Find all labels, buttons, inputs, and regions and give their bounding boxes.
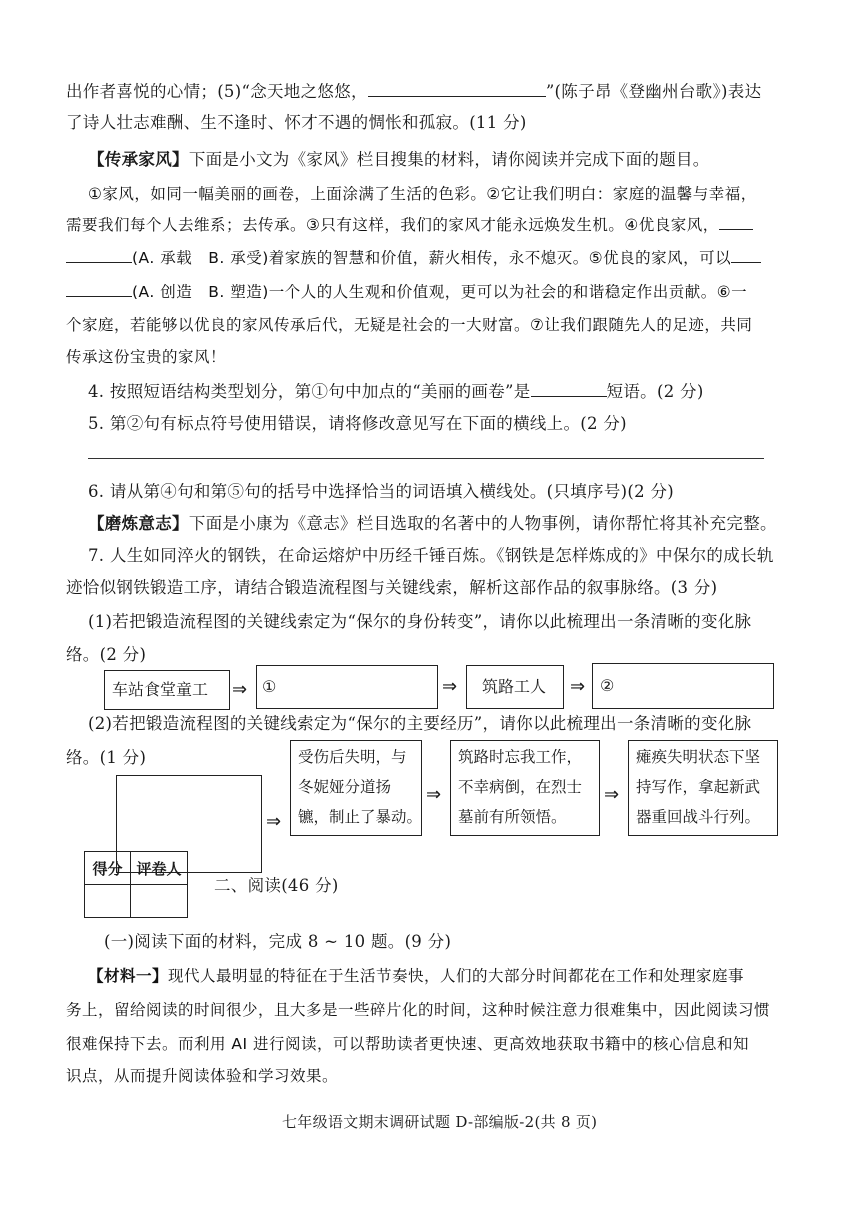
arrow-icon: ⇒ [570,676,586,697]
answer-blank[interactable] [731,246,761,263]
text-line: 出作者喜悦的心情；(5)“念天地之悠悠， ”(陈子昂《登幽州台歌》)表达 [66,82,762,101]
answer-blank[interactable] [66,246,132,263]
flow1-box-2[interactable] [256,665,438,709]
material-line: ①家风，如同一幅美丽的画卷，上面涂满了生活的色彩。②它让我们明白：家庭的温馨与幸福， [88,185,757,203]
material-line: 很难保持下去。而利用 AI 进行阅读，可以帮助读者更快速、更高效地获取书籍中的核心信息和知 [66,1035,750,1053]
score-header: 得分 [85,852,131,885]
material-tag: 【材料一】 [88,967,169,985]
flow1-label-1: 车站食堂童工 [112,680,209,699]
question-7-2: (2)若把锻造流程图的关键线索定为“保尔的主要经历”，请你以此梳理出一条清晰的变化脉 [88,714,752,733]
question-6: 6. 请从第④句和第⑤句的括号中选择恰当的词语填入横线处。(只填序号)(2 分) [88,482,674,501]
answer-blank[interactable] [719,213,753,230]
answer-blank[interactable] [531,380,607,397]
material-line: 需要我们每个人去维系；去传承。③只有这样，我们的家风才能永远焕发生机。④优良家风， [66,213,753,237]
arrow-icon: ⇒ [426,784,442,805]
section-tag: 【磨炼意志】 [88,514,189,533]
score-cell[interactable] [85,885,131,918]
reading-instruction: (一)阅读下面的材料，完成 8 ~ 10 题。(9 分) [104,932,452,951]
arrow-icon: ⇒ [442,676,458,697]
page-footer: 七年级语文期末调研试题 D-部编版-2(共 8 页) [282,1113,598,1131]
arrow-icon: ⇒ [604,784,620,805]
flow1-label-2: ① [262,677,277,696]
question-7: 7. 人生如同淬火的钢铁，在命运熔炉中历经千锤百炼。《钢铁是怎样炼成的》中保尔的成长轨 [88,546,774,565]
text-line: 了诗人壮志难酬、生不逢时、怀才不遇的惆怅和孤寂。(11 分) [66,113,527,132]
section-title: 二、阅读(46 分) [214,876,339,895]
question-7-2: 络。(1 分) [66,748,147,767]
grader-cell[interactable] [131,885,188,918]
arrow-icon: ⇒ [266,811,282,832]
flow2-text-3: 筑路时忘我工作， 不幸病倒，在烈士 墓前有所领悟。 [458,748,583,826]
material-line: 务上，留给阅读的时间很少，且大多是一些碎片化的时间，这种时候注意力很难集中，因此阅读习惯 [66,1001,771,1019]
question-7: 迹恰似钢铁锻造工序，请结合锻造流程图与关键线索，解析这部作品的叙事脉络。(3 分) [66,578,718,597]
material-line: (A. 承载 B. 承受)着家族的智慧和价值，薪火相传，永不熄灭。⑤优良的家风，可以 [66,246,761,270]
material-line: 传承这份宝贵的家风！ [66,348,227,366]
material-line: 【材料一】现代人最明显的特征在于生活节奏快，人们的大部分时间都花在工作和处理家庭事 [88,967,745,985]
question-7-1: (1)若把锻造流程图的关键线索定为“保尔的身份转变”，请你以此梳理出一条清晰的变化脉 [88,612,752,631]
answer-line[interactable] [88,458,764,459]
question-5: 5. 第②句有标点符号使用错误，请将修改意见写在下面的横线上。(2 分) [88,414,627,433]
flow2-text-4: 瘫痪失明状态下坚 持写作，拿起新武 器重回战斗行列。 [636,748,761,826]
question-4: 4. 按照短语结构类型划分，第①句中加点的“美丽的画卷”是 短语。(2 分) [88,382,704,401]
flow1-box-4[interactable] [592,663,774,709]
flow1-label-4: ② [600,676,615,695]
material-line: 个家庭，若能够以优良的家风传承后代，无疑是社会的一大财富。⑦让我们跟随先人的足迹，共同 [66,316,753,334]
grader-header: 评卷人 [131,852,188,885]
section-tag: 【传承家风】 [88,150,189,169]
section-intro: 【磨炼意志】下面是小康为《意志》栏目选取的名著中的人物事例，请你帮忙将其补充完整。 [88,514,777,533]
material-line: 识点，从而提升阅读体验和学习效果。 [66,1067,339,1085]
answer-blank[interactable] [368,80,546,97]
flow2-text-2: 受伤后失明，与 冬妮娅分道扬 镳，制止了暴动。 [298,748,423,826]
material-line: (A. 创造 B. 塑造)一个人的人生观和价值观，更可以为社会的和谐稳定作出贡献。⑥一 [66,280,747,304]
answer-blank[interactable] [66,280,132,297]
arrow-icon: ⇒ [232,679,248,700]
section-intro: 【传承家风】下面是小文为《家风》栏目搜集的材料，请你阅读并完成下面的题目。 [88,150,710,169]
flow1-label-3: 筑路工人 [482,677,547,696]
question-7-1: 络。(2 分) [66,645,147,664]
score-table [84,851,188,918]
